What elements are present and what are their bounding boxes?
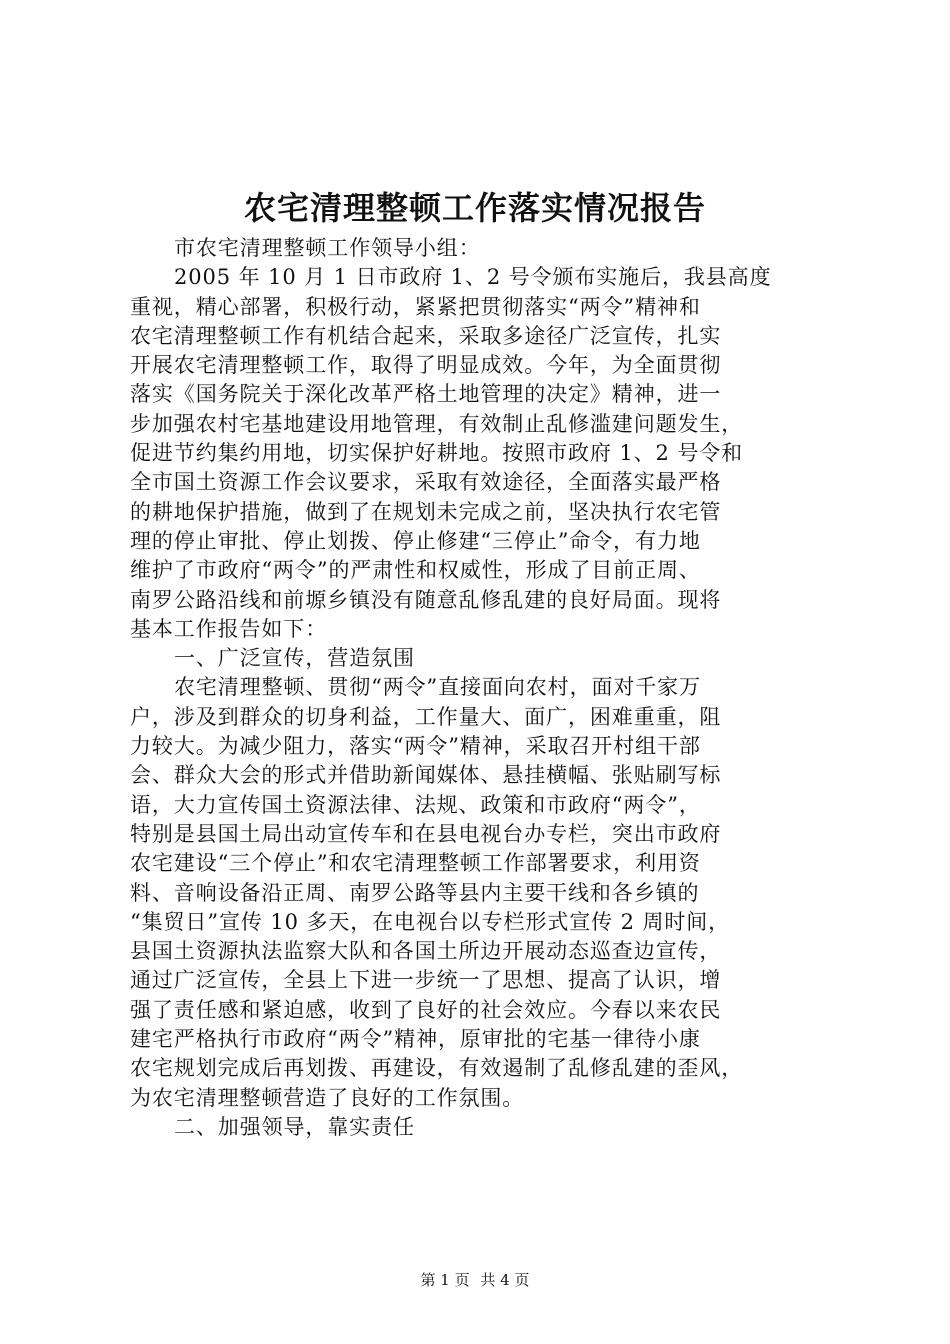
body-line: 建宅严格执行市政府“两令”精神，原审批的宅基一律待小康 (130, 1027, 701, 1052)
body-line: “集贸日”宣传 10 多天，在电视台以专栏形式宣传 2 周时间， (130, 909, 731, 934)
body-line: 2005 年 10 月 1 日市政府 1、2 号令颁布实施后，我县高度 (174, 265, 772, 290)
body-line: 料、音响设备沿正周、南罗公路等县内主要干线和各乡镇的 (130, 880, 700, 905)
body-line: 为农宅清理整顿营造了良好的工作氛围。 (130, 1085, 525, 1110)
body-line: 重视，精心部署，积极行动，紧紧把贯彻落实“两令”精神和 (130, 294, 701, 319)
body-line: 一、广泛宣传，营造氛围 (174, 646, 415, 671)
body-line: 户，涉及到群众的切身利益，工作量大、面广，困难重重，阻 (130, 704, 722, 729)
body-line: 农宅清理整顿、贯彻“两令”直接面向农村，面对千家万 (174, 675, 701, 700)
body-line: 通过广泛宣传，全县上下进一步统一了思想、提高了认识，增 (130, 968, 722, 993)
body-line: 促进节约集约用地，切实保护好耕地。按照市政府 1、2 号令和 (130, 441, 744, 466)
body-line: 农宅规划完成后再划拨、再建设，有效遏制了乱修乱建的歪风， (130, 1056, 744, 1081)
page-number: 第 1 页 (420, 1271, 470, 1289)
body-line: 特别是县国土局出动宣传车和在县电视台办专栏，突出市政府 (130, 821, 722, 846)
body-line: 开展农宅清理整顿工作，取得了明显成效。今年，为全面贯彻 (130, 353, 722, 378)
body-line: 二、加强领导，靠实责任 (174, 1114, 415, 1139)
body-line: 的耕地保护措施，做到了在规划未完成之前，坚决执行农宅管 (130, 499, 722, 524)
body-line: 县国土资源执法监察大队和各国土所边开展动态巡查边宣传， (130, 939, 722, 964)
page-footer (0, 1270, 950, 1290)
document-title: 农宅清理整顿工作落实情况报告 (243, 189, 706, 227)
body-line: 力较大。为减少阻力，落实“两令”精神，采取召开村组干部 (130, 734, 701, 759)
body-line: 南罗公路沿线和前塬乡镇没有随意乱修乱建的良好局面。现将 (130, 587, 722, 612)
salutation-line: 市农宅清理整顿工作领导小组： (174, 236, 481, 260)
body-line: 强了责任感和紧迫感，收到了良好的社会效应。今春以来农民 (130, 997, 722, 1022)
body-line: 维护了市政府“两令”的严肃性和权威性，形成了目前正周、 (130, 558, 701, 583)
body-lines (130, 263, 830, 1142)
body-line: 会、群众大会的形式并借助新闻媒体、悬挂横幅、张贴刷写标 (130, 763, 722, 788)
body-line: 步加强农村宅基地建设用地管理，有效制止乱修滥建问题发生， (130, 411, 744, 436)
body-line: 基本工作报告如下： (130, 616, 328, 641)
body-line: 农宅清理整顿工作有机结合起来，采取多途径广泛宣传，扎实 (130, 323, 722, 348)
body-line: 理的停止审批、停止划拨、停止修建“三停止”命令，有力地 (130, 528, 701, 553)
body-line: 落实《国务院关于深化改革严格土地管理的决定》精神，进一 (130, 382, 722, 407)
page-total: 共 4 页 (480, 1271, 530, 1289)
document-body (130, 234, 830, 1142)
body-line: 农宅建设“三个停止”和农宅清理整顿工作部署要求，利用资 (130, 851, 701, 876)
body-line: 语，大力宣传国土资源法律、法规、政策和市政府“两令”， (130, 792, 701, 817)
body-line: 全市国土资源工作会议要求，采取有效途径，全面落实最严格 (130, 470, 722, 495)
